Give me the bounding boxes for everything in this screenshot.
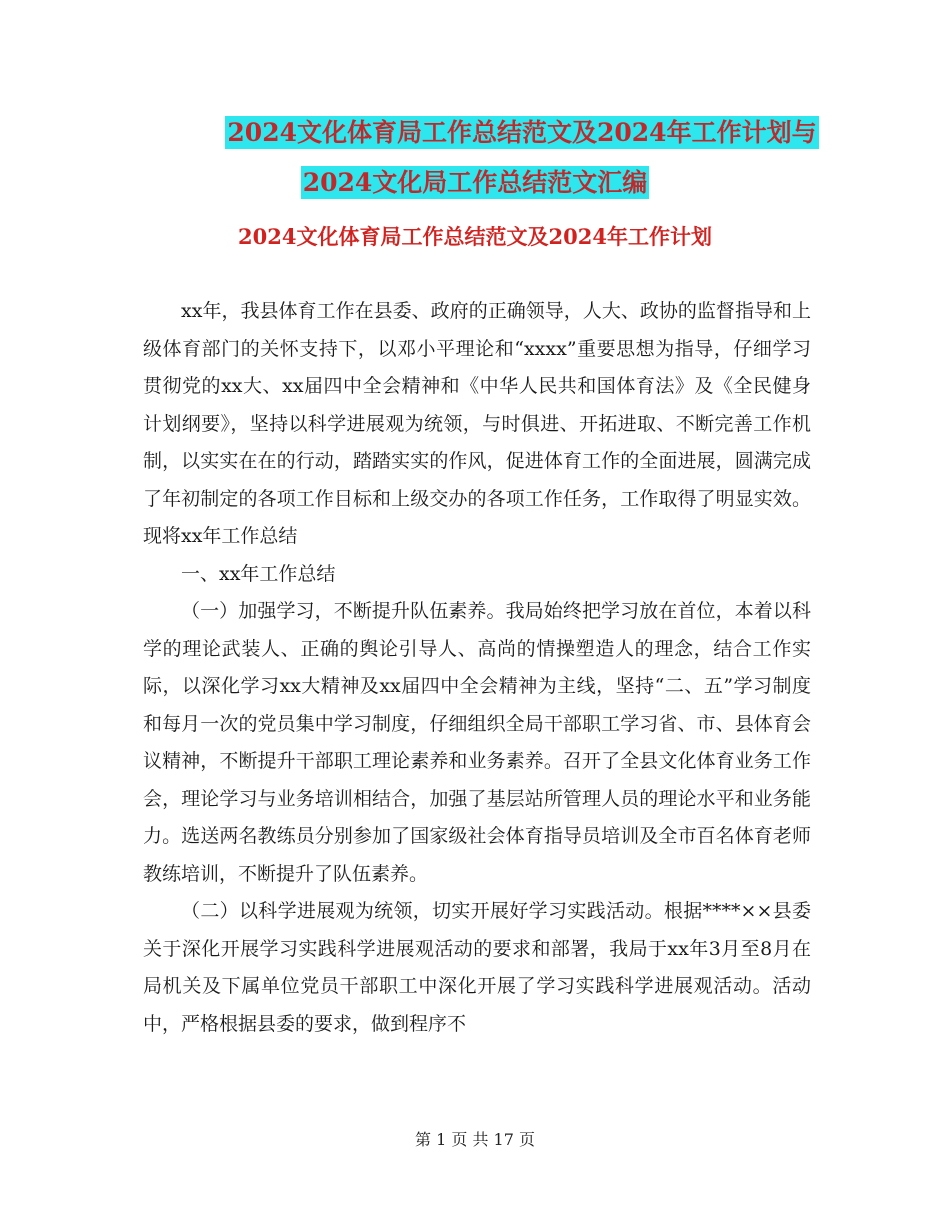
paragraph-intro: xx年，我县体育工作在县委、政府的正确领导，人大、政协的监督指导和上级体育部门的关怀支持下，以邓小平理论和“xxxx”重要思想为指导，仔细学习贯彻党的xx大、xx届四中全会精神和《中华人民共和国体育法》及《全民健身计划纲要》，坚持以科学进展观为统领，与时俱进、开拓进取、不断完善工作机制，以实实在在的行动，踏踏实实的作风，促进体育工作的全面进展，圆满完成了年初制定的各项工作目标和上级交办的各项工作任务，工作取得了明显实效。现将xx年工作总结	[143, 300, 811, 547]
document-body	[143, 293, 811, 1043]
document-main-title	[0, 108, 950, 208]
paragraph-practice: （二）以科学进展观为统领，切实开展好学习实践活动。根据****××县委关于深化开展学习实践科学进展观活动的要求和部署，我局于xx年3月至8月在局机关及下属单位党员干部职工中深化开展了学习实践科学进展观活动。活动中，严格根据县委的要求，做到程序不	[143, 900, 811, 1035]
paragraph-heading-summary: 一、xx年工作总结	[181, 562, 336, 585]
title-line-2: 2024文化局工作总结范文汇编	[302, 168, 648, 197]
paragraph-study: （一）加强学习，不断提升队伍素养。我局始终把学习放在首位，本着以科学的理论武装人、正确的舆论引导人、高尚的情操塑造人的理念，结合工作实际，以深化学习xx大精神及xx届四中全会精神为主线，坚持“二、五”学习制度和每月一次的党员集中学习制度，仔细组织全局干部职工学习省、市、县体育会议精神，不断提升干部职工理论素养和业务素养。召开了全县文化体育业务工作会，理论学习与业务培训相结合，加强了基层站所管理人员的理论水平和业务能力。选送两名教练员分别参加了国家级社会体育指导员培训及全市百名体育老师教练培训，不断提升了队伍素养。	[143, 600, 811, 885]
title-line-1: 2024文化体育局工作总结范文及2024年工作计划与	[227, 118, 817, 147]
section-title: 2024文化体育局工作总结范文及2024年工作计划	[238, 224, 712, 249]
page-number-footer: 第 1 页 共 17 页	[415, 1130, 535, 1149]
